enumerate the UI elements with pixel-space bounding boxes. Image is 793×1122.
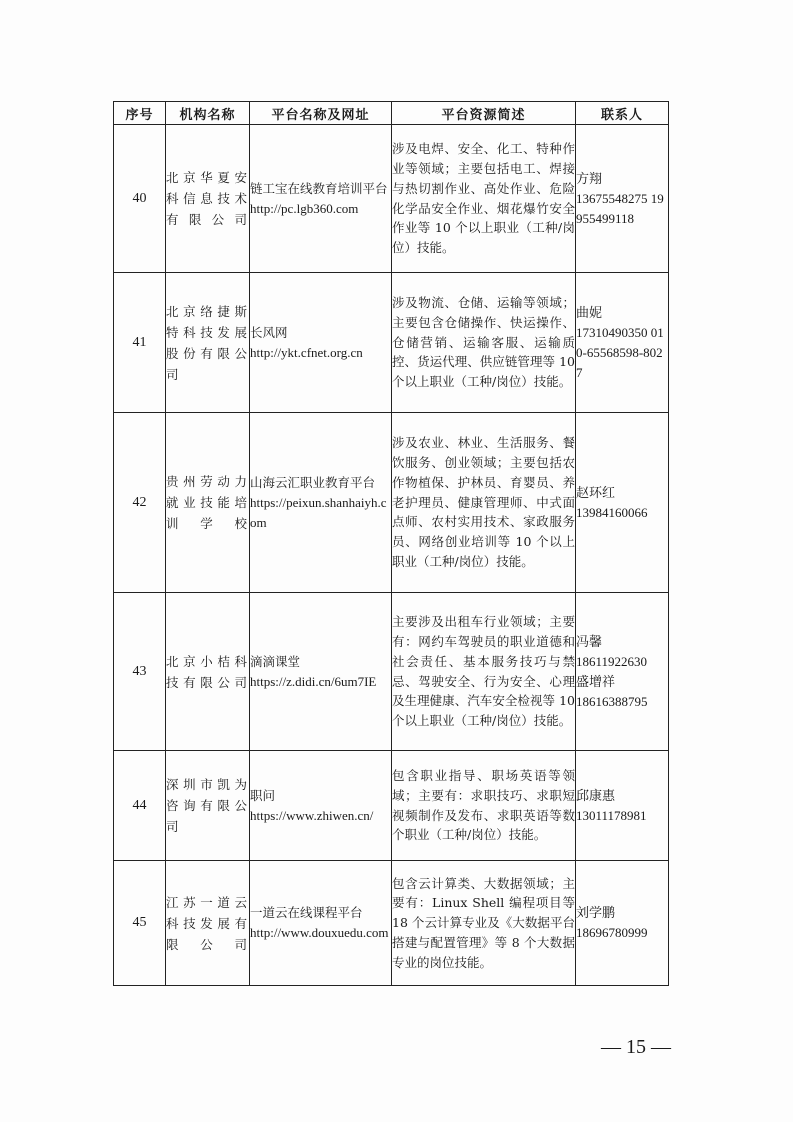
row-seq: 43 — [114, 593, 166, 751]
page-number: — 15 — — [601, 1036, 671, 1058]
row-resources: 涉及物流、仓储、运输等领域；主要包含仓储操作、快运操作、仓储营销、运输客服、运输质控、货运代理、供应链管理等 10 个以上职业（工种/岗位）技能。 — [392, 273, 576, 413]
row-resources: 包含云计算类、大数据领域；主要有：Linux Shell 编程项目等 18 个云计算专业及《大数据平台搭建与配置管理》等 8 个大数据专业的岗位技能。 — [392, 861, 576, 986]
contact-name-2: 盛增祥 — [576, 673, 616, 689]
contact-name: 刘学鹏 — [576, 905, 616, 920]
institution-table — [113, 101, 669, 986]
row-resources: 包含职业指导、职场英语等领域；主要有：求职技巧、求职短视频制作及发布、求职英语等数个职业（工种/岗位）技能。 — [392, 751, 576, 861]
table-header-row — [114, 102, 669, 125]
platform-url: http://pc.lgb360.com — [250, 200, 359, 216]
platform-name: 职问 — [250, 787, 276, 803]
row-contact — [576, 593, 669, 751]
header-platform: 平台名称及网址 — [250, 102, 392, 125]
header-org: 机构名称 — [166, 102, 250, 125]
row-seq: 42 — [114, 413, 166, 593]
platform-url: http://ykt.cfnet.org.cn — [250, 344, 363, 360]
contact-name: 冯馨 — [576, 633, 603, 649]
platform-name: 一道云在线课程平台 — [250, 905, 363, 920]
platform-name: 链工宝在线教育培训平台 — [250, 180, 388, 196]
row-seq: 41 — [114, 273, 166, 413]
contact-phone-2: 18616388795 — [576, 693, 648, 709]
table-row — [114, 273, 669, 413]
contact-phone: 13675548275 19955499118 — [576, 190, 664, 226]
row-platform — [250, 413, 392, 593]
platform-name: 长风网 — [250, 324, 288, 340]
table-row — [114, 125, 669, 273]
row-org: 深圳市凯为咨询有限公司 — [166, 751, 250, 861]
table-row — [114, 751, 669, 861]
header-seq: 序号 — [114, 102, 166, 125]
row-contact — [576, 125, 669, 273]
table-row — [114, 593, 669, 751]
row-contact — [576, 751, 669, 861]
row-platform — [250, 593, 392, 751]
table-row — [114, 861, 669, 986]
row-resources: 涉及电焊、安全、化工、特种作业等领域；主要包括电工、焊接与热切割作业、高处作业、危险化学品安全作业、烟花爆竹安全作业等 10 个以上职业（工种/岗位）技能。 — [392, 125, 576, 273]
row-org: 北京络捷斯特科技发展股份有限公司 — [166, 273, 250, 413]
row-seq: 44 — [114, 751, 166, 861]
row-resources: 主要涉及出租车行业领域；主要有：网约车驾驶员的职业道德和社会责任、基本服务技巧与禁忌、驾驶安全、行为安全、心理及生理健康、汽车安全检视等 10 个以上职业（工种/岗位）技能。 — [392, 593, 576, 751]
contact-phone: 18611922630 — [576, 653, 648, 669]
row-org: 贵州劳动力就业技能培训学校 — [166, 413, 250, 593]
contact-phone: 13984160066 — [576, 504, 648, 520]
row-platform — [250, 751, 392, 861]
contact-phone: 13011178981 — [576, 807, 647, 823]
platform-name: 山海云汇职业教育平台 — [250, 474, 376, 490]
row-contact — [576, 413, 669, 593]
contact-name: 邱康惠 — [576, 787, 616, 803]
contact-name: 曲妮 — [576, 304, 603, 320]
platform-url: http://www.douxuedu.com — [250, 925, 389, 940]
header-contact: 联系人 — [576, 102, 669, 125]
row-contact — [576, 273, 669, 413]
row-org: 北京华夏安科信息技术有限公司 — [166, 125, 250, 273]
platform-url: https://peixun.shanhaiyh.com — [250, 494, 387, 530]
row-resources: 涉及农业、林业、生活服务、餐饮服务、创业领域；主要包括农作物植保、护林员、育婴员、养老护理员、健康管理师、中式面点师、农村实用技术、家政服务员、网络创业培训等 10 个以上职业（工种/岗位）技能。 — [392, 413, 576, 593]
row-org: 北京小桔科技有限公司 — [166, 593, 250, 751]
contact-phone: 17310490350 010-65568598-8027 — [576, 324, 664, 380]
row-contact — [576, 861, 669, 986]
row-platform — [250, 861, 392, 986]
platform-url: https://z.didi.cn/6um7IE — [250, 673, 377, 689]
row-seq: 45 — [114, 861, 166, 986]
header-resources: 平台资源简述 — [392, 102, 576, 125]
contact-phone: 18696780999 — [576, 925, 648, 940]
table-row — [114, 413, 669, 593]
platform-url: https://www.zhiwen.cn/ — [250, 807, 374, 823]
row-org: 江苏一道云科技发展有限公司 — [166, 861, 250, 986]
row-seq: 40 — [114, 125, 166, 273]
row-platform — [250, 125, 392, 273]
contact-name: 赵环红 — [576, 484, 616, 500]
row-platform — [250, 273, 392, 413]
platform-name: 滴滴课堂 — [250, 653, 301, 669]
contact-name: 方翔 — [576, 170, 603, 186]
